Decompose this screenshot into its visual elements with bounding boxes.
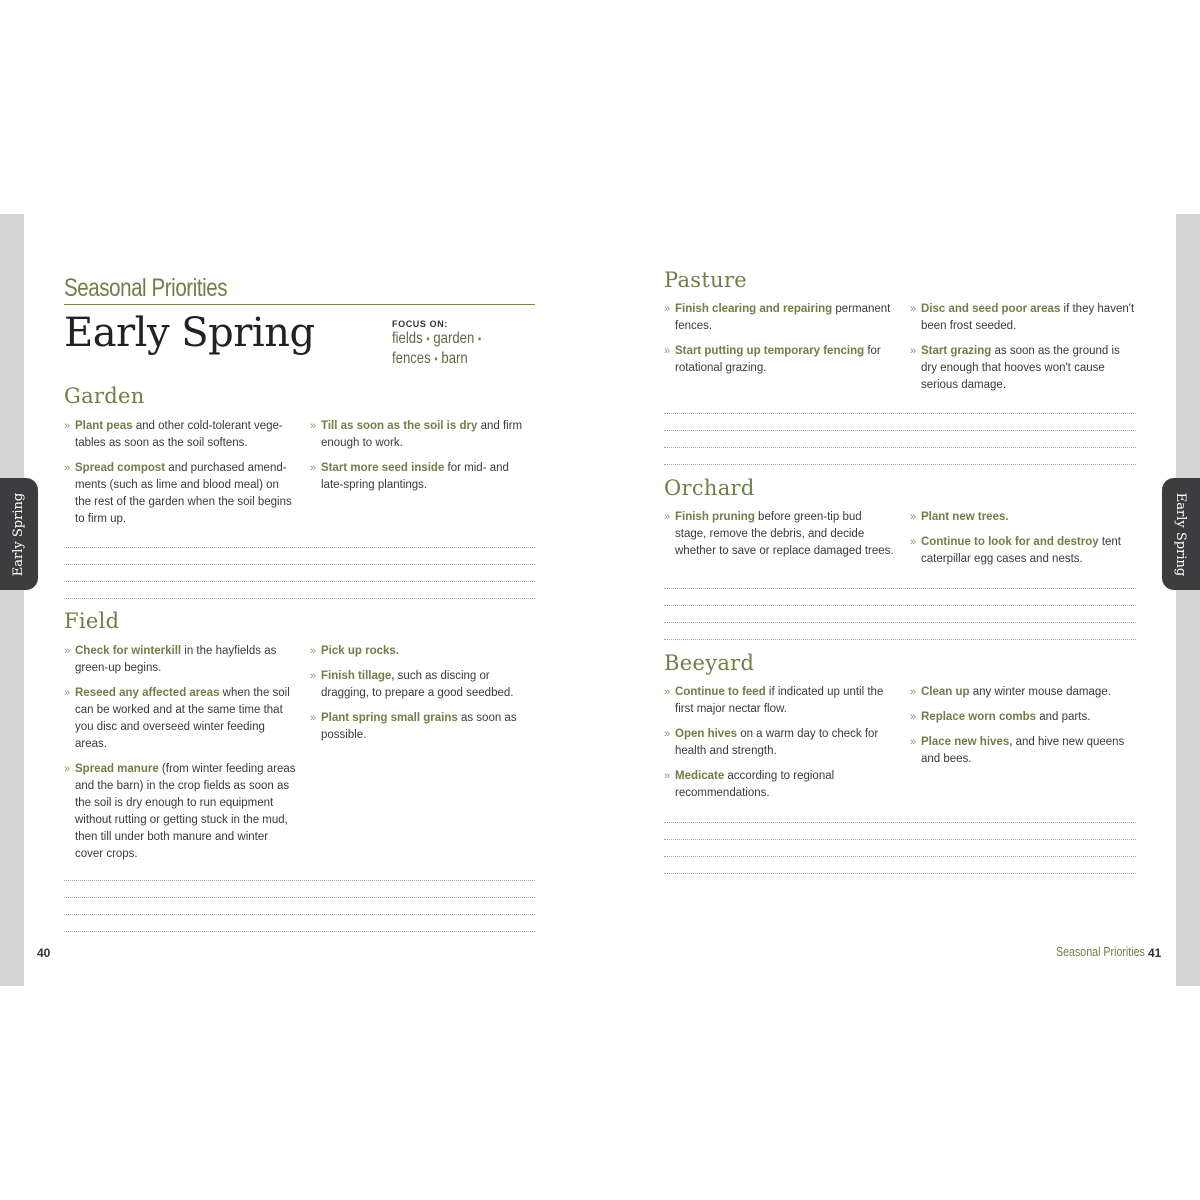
pasture-col-2 [910,301,1135,402]
orchard-note-lines [664,588,1136,656]
item-text: according to regional recommendations. [675,770,835,799]
list-item [64,761,296,863]
field-col-2 [310,643,532,752]
running-head: Seasonal Priorities [64,274,535,305]
item-text: any winter mouse damage. [969,686,1111,698]
field-note-lines [64,880,535,948]
page-number-left: 40 [37,946,51,960]
item-highlight: Clean up [921,686,970,698]
pasture-col-1 [664,301,896,385]
list-item [910,709,1135,726]
list-item [664,509,896,560]
orchard-col-1 [664,509,896,568]
list-item [64,418,296,452]
item-highlight: Place new hives, [921,736,1013,748]
garden-col-1 [64,418,296,536]
garden-col-2 [310,418,530,502]
item-highlight: Pick up rocks. [321,645,399,657]
item-text: in the hayfields as green-up begins. [75,645,277,674]
footer-running-head: Seasonal Priorities [1056,944,1145,959]
item-highlight: Plant peas [75,420,133,432]
list-item [910,343,1135,394]
item-highlight: Spread compost [75,462,166,474]
item-text: (from winter feeding areas and the barn) in the crop fields as soon as the soil is dry enough to run equipment without rutting or getting stuck in the mud, then till under both manure and winter cover crops. [75,763,296,860]
list-item [664,301,896,335]
item-text: and hive new queens and bees. [921,736,1125,765]
item-text: such as discing or dragging, to prepare a good seedbed. [321,670,514,699]
item-text: and parts. [1036,711,1091,723]
item-highlight: Start more seed inside [321,462,445,474]
list-item [664,726,896,760]
focus-box [392,319,501,369]
list-item [310,643,532,660]
list-item [310,668,532,702]
section-title-field: Field [64,609,120,633]
item-highlight: Finish pruning [675,511,755,523]
item-highlight: Finish clearing and repairing [675,303,833,315]
list-item [910,734,1135,768]
field-col-1 [64,643,296,871]
item-highlight: Continue to look for and destroy [921,536,1099,548]
item-text: for rotational grazing. [675,345,881,374]
list-item [310,460,530,494]
list-item [910,301,1135,335]
page-number-right: 41 [1148,946,1162,960]
item-highlight: Check for winterkill [75,645,182,657]
item-highlight: Till as soon as the soil is dry [321,420,478,432]
item-text: if they haven't been frost seeded. [921,303,1135,332]
section-title-beeyard: Beeyard [664,651,755,675]
list-item [64,460,296,528]
page-title: Early Spring [64,310,315,356]
list-item [910,509,1135,526]
item-highlight: Plant spring small grains [321,712,458,724]
list-item [664,684,896,718]
left-tab-label: Early Spring [11,492,27,576]
item-text: and other cold-tolerant vege- tables as soon as the soil softens. [75,420,283,449]
list-item [910,684,1135,701]
focus-line-1: fields • garden • [392,330,482,347]
list-item [64,685,296,753]
right-chapter-tab [1162,478,1200,590]
item-highlight: Open hives [675,728,737,740]
item-text: for mid- and late-spring plantings. [321,462,509,491]
item-text: and firm enough to work. [321,420,523,449]
item-highlight: Disc and seed poor areas [921,303,1061,315]
right-tab-label: Early Spring [1173,492,1189,576]
item-highlight: Plant new trees. [921,511,1009,523]
section-title-pasture: Pasture [664,268,748,292]
list-item [64,643,296,677]
focus-label: FOCUS ON: [392,319,448,329]
item-highlight: Reseed any affected areas [75,687,220,699]
garden-note-lines [64,547,535,615]
beeyard-note-lines [664,822,1136,890]
item-text: on a warm day to check for health and strength. [675,728,879,757]
right-page-edge [1173,214,1200,986]
list-item [310,418,530,452]
list-item [310,710,532,744]
beeyard-col-1 [664,684,896,810]
item-highlight: Start putting up temporary fencing [675,345,865,357]
section-title-orchard: Orchard [664,476,755,500]
item-text: as soon as possible. [321,712,517,741]
item-highlight: Finish tillage, [321,670,395,682]
section-title-garden: Garden [64,384,145,408]
book-spread [0,214,1200,986]
beeyard-col-2 [910,684,1135,776]
item-highlight: Continue to feed [675,686,766,698]
item-text: tent caterpillar egg cases and nests. [921,536,1122,565]
list-item [910,534,1135,568]
item-text: when the soil can be worked and at the same time that you disc and overseed winter feeding areas. [75,687,290,750]
left-page-edge [0,214,24,986]
item-text: and purchased amend- ments (such as lime and blood meal) on the rest of the garden when the soil begins to firm up. [75,462,292,525]
item-text: permanent fences. [675,303,891,332]
item-text: as soon as the ground is dry enough that hooves won't cause serious damage. [921,345,1120,391]
item-text: before green-tip bud stage, remove the debris, and decide whether to save or replace damaged trees. [675,511,894,557]
pasture-note-lines [664,413,1136,481]
item-highlight: Spread manure [75,763,159,775]
item-highlight: Start grazing [921,345,992,357]
list-item [664,343,896,377]
left-chapter-tab [0,478,38,590]
item-highlight: Medicate [675,770,725,782]
orchard-col-2 [910,509,1135,576]
focus-line-2: fences • barn [392,350,468,367]
item-text: if indicated up until the first major nectar flow. [675,686,884,715]
list-item [664,768,896,802]
item-highlight: Replace worn combs [921,711,1037,723]
